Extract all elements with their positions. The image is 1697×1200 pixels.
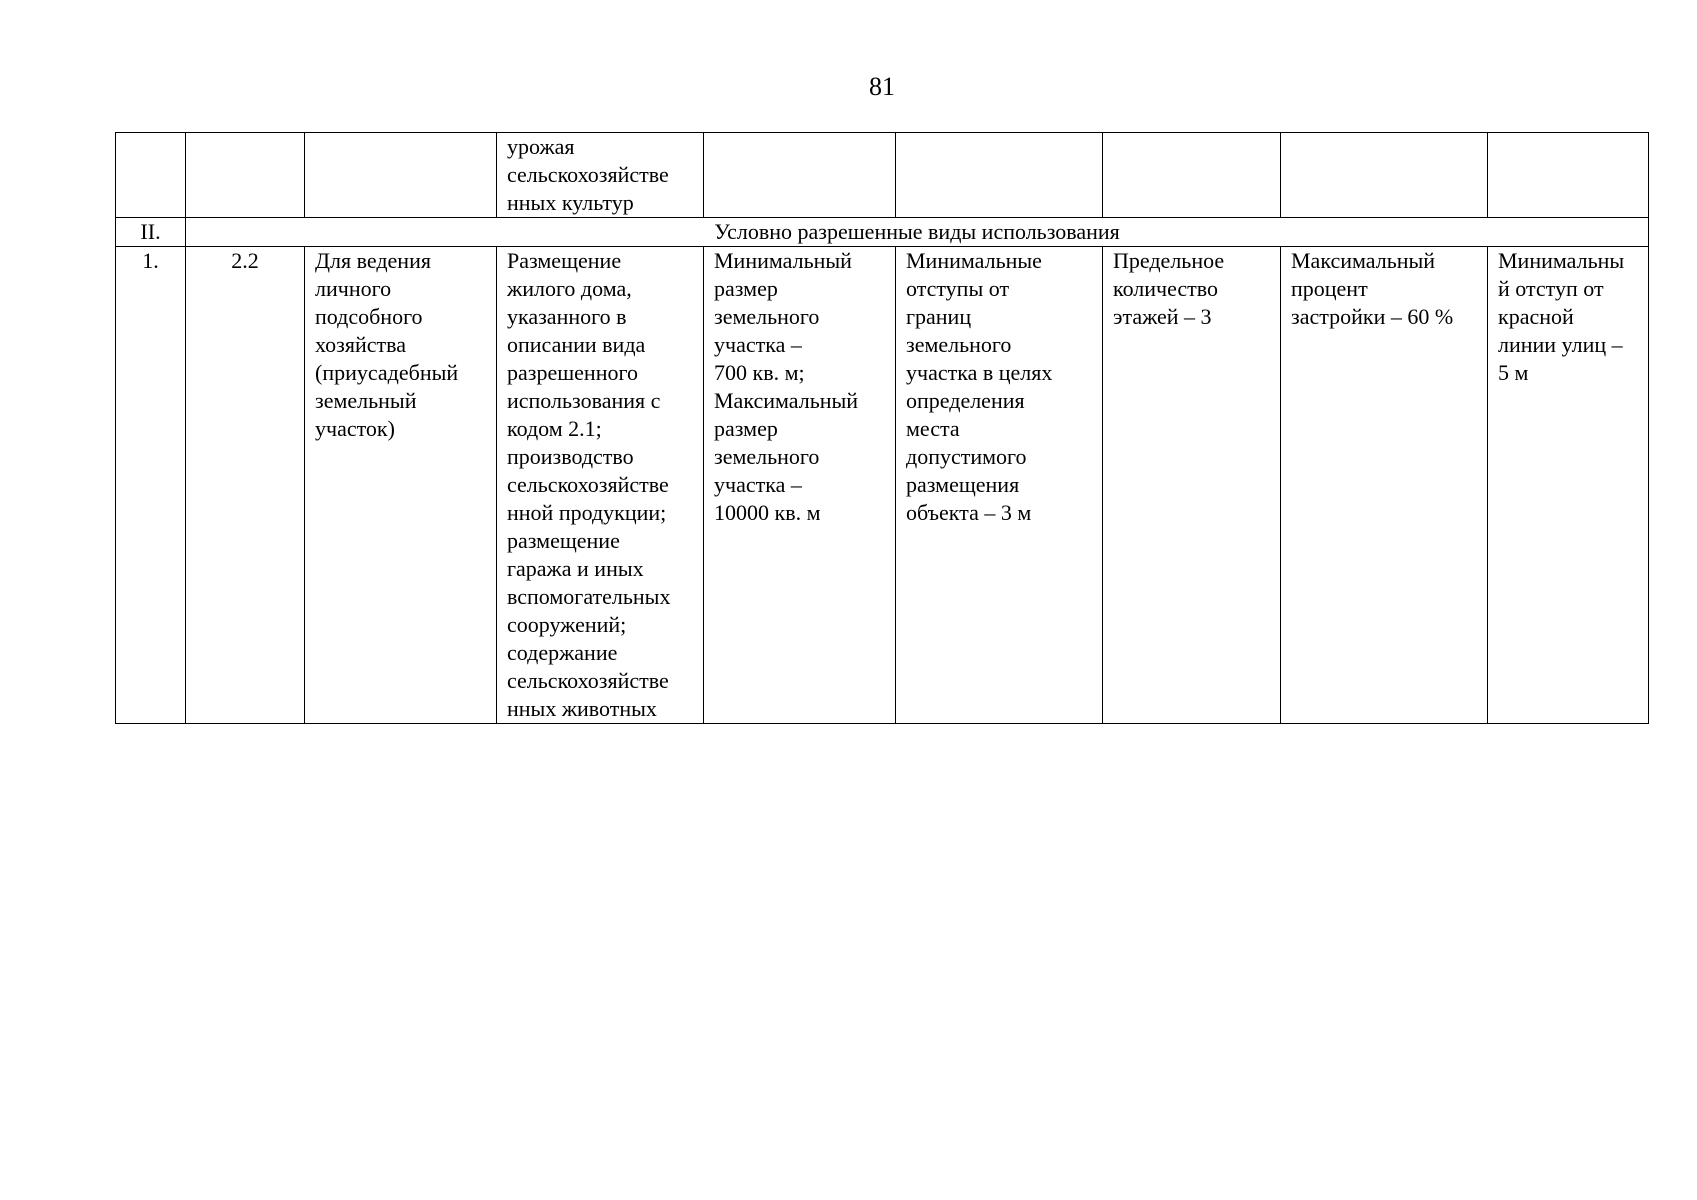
- row-floors-cell: Предельное количество этажей – 3: [1103, 247, 1281, 724]
- land-use-table: [115, 132, 1649, 724]
- continuation-description-cell: урожая сельскохозяйстве нных культур: [497, 133, 704, 218]
- section-title: Условно разрешенные виды использования: [186, 218, 1649, 247]
- section-row: [116, 218, 1649, 247]
- row-description-cell: Размещение жилого дома, указанного в описании вида разрешенного использования с кодом 2.1; производство сельскохозяйстве нной продукции; размещение гаража и иных вспомогательных сооружений; содержание сельскохозяйстве нных животных: [497, 247, 704, 724]
- continuation-row: [116, 133, 1649, 218]
- table-cell-empty: [704, 133, 896, 218]
- row-name-cell: Для ведения личного подсобного хозяйства (приусадебный земельный участок): [305, 247, 497, 724]
- row-coverage-cell: Максимальный процент застройки – 60 %: [1281, 247, 1488, 724]
- table-row: [116, 247, 1649, 724]
- table-cell-empty: [1103, 133, 1281, 218]
- row-code-cell: 2.2: [186, 247, 305, 724]
- table-cell-empty: [305, 133, 497, 218]
- section-number: II.: [116, 218, 186, 247]
- table-cell-empty: [186, 133, 305, 218]
- table-cell-empty: [116, 133, 186, 218]
- row-setbacks-cell: Минимальные отступы от границ земельного участка в целях определения места допустимого размещения объекта – 3 м: [896, 247, 1103, 724]
- table-cell-empty: [1281, 133, 1488, 218]
- table-cell-empty: [1488, 133, 1649, 218]
- row-plot-size-cell: Минимальный размер земельного участка – 700 кв. м; Максимальный размер земельного участка – 10000 кв. м: [704, 247, 896, 724]
- row-red-line-cell: Минимальны й отступ от красной линии улиц – 5 м: [1488, 247, 1649, 724]
- page-number: 81: [869, 72, 895, 101]
- table-cell-empty: [896, 133, 1103, 218]
- row-number-cell: 1.: [116, 247, 186, 724]
